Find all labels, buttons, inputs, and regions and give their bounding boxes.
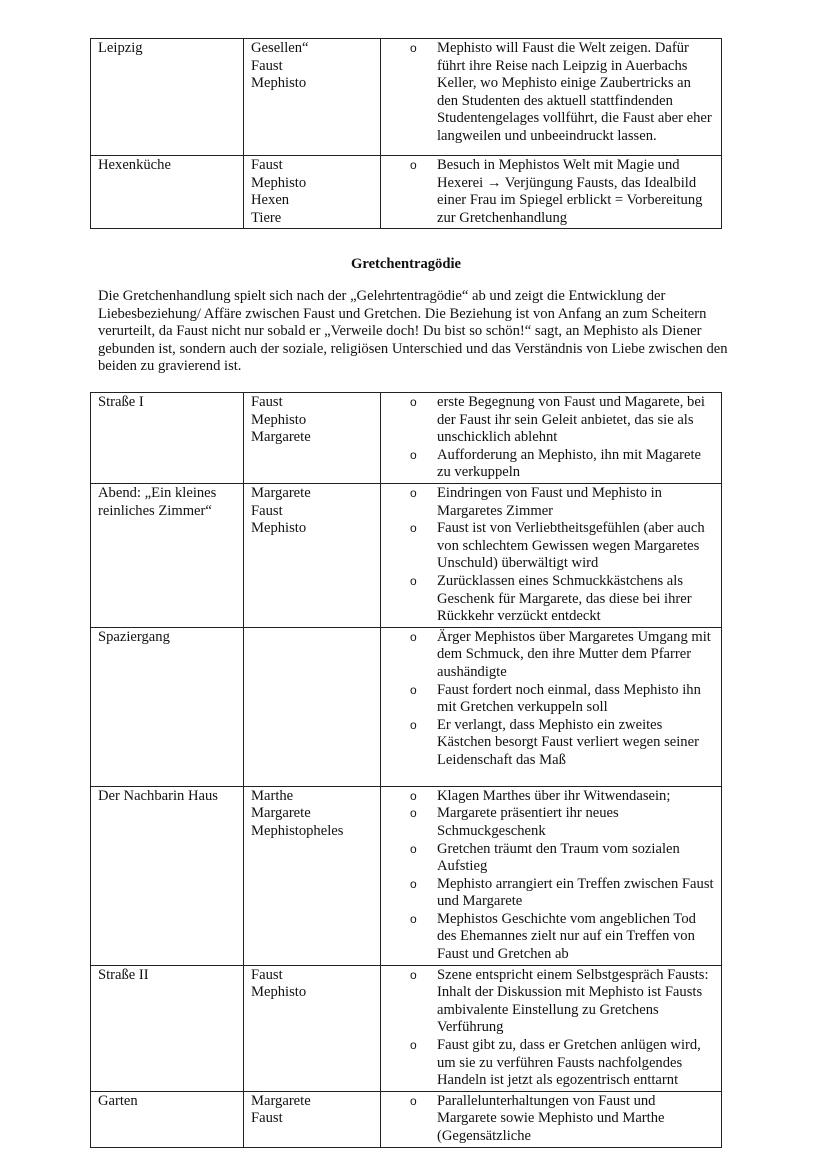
scene-cell: Straße I <box>91 393 244 484</box>
notes-cell <box>381 786 722 965</box>
notes-cell <box>381 483 722 627</box>
list-item: o Besuch in Mephistos Welt mit Magie und Hexerei → Verjüngung Fausts, das Idealbild einer Frau im Spiegel erblickt = Vorbereitung zur Gretchenhandlung <box>410 157 715 227</box>
notes-list <box>388 967 715 1090</box>
character-name: Faust <box>251 394 283 410</box>
character-name: Margarete <box>251 429 311 446</box>
list-item: o Szene entspricht einem Selbstgespräch Fausts: Inhalt der Diskussion mit Mephisto ist Fausts ambivalente Einstellung zu Gretchens Verführung <box>410 967 715 1037</box>
character-name: Mephisto <box>251 411 307 428</box>
list-item: o Margarete präsentiert ihr neues Schmuckgeschenk <box>410 805 715 840</box>
character-name: Faust <box>251 57 283 74</box>
character-name: Mephisto <box>251 520 307 537</box>
character-name: Mephistopheles <box>251 822 344 839</box>
characters-cell <box>244 627 381 786</box>
list-item: o Zurücklassen eines Schmuckkästchens als Geschenk für Margarete, das diese bei ihrer Rückkehr verzückt entdeckt <box>410 573 715 626</box>
section-title: Gretchentragödie <box>351 256 461 272</box>
list-item: o Eindringen von Faust und Mephisto in Margaretes Zimmer <box>410 485 715 520</box>
list-item: o Ärger Mephistos über Margaretes Umgang mit dem Schmuck, den ihre Mutter dem Pfarrer aushändigte <box>410 629 715 682</box>
character-name: Faust <box>251 966 283 983</box>
notes-list <box>388 394 715 482</box>
scene-cell: Hexenküche <box>91 156 244 229</box>
list-item: o Faust fordert noch einmal, dass Mephisto ihn mit Gretchen verkuppeln soll <box>410 682 715 717</box>
character-name: Margarete <box>251 1092 311 1109</box>
character-name: Hexen <box>251 192 290 209</box>
scene-cell: Garten <box>91 1091 244 1147</box>
character-name: Mephisto <box>251 174 307 191</box>
scene-cell: Spaziergang <box>91 627 244 786</box>
list-item: o Aufforderung an Mephisto, ihn mit Magarete zu verkuppeln <box>410 447 715 482</box>
character-name: Faust <box>251 157 283 173</box>
characters-cell <box>244 39 381 156</box>
list-item: o Faust gibt zu, dass er Gretchen anlügen wird, um sie zu verführen Fausts nachfolgendes Handeln ist jetzt als egozentrisch enttarnt <box>410 1037 715 1090</box>
table-row <box>91 156 722 229</box>
characters-cell <box>244 393 381 484</box>
scene-cell: Abend: „Ein kleines reinliches Zimmer“ <box>91 483 244 627</box>
notes-list <box>388 788 715 964</box>
character-name: Mephisto <box>251 75 307 92</box>
notes-cell <box>381 39 722 156</box>
list-item: o Mephisto will Faust die Welt zeigen. Dafür führt ihre Reise nach Leipzig in Auerbachs Keller, wo Mephisto einige Zaubertricks an den Studenten des aktuell stattfindenden Studentengelages vollführt, die Faust aber eher langweilen und unbeeindruckt lassen. <box>410 40 715 146</box>
characters-cell <box>244 965 381 1091</box>
list-item: o Klagen Marthes über ihr Witwendasein; <box>410 788 715 806</box>
table-row <box>91 483 722 627</box>
table-row <box>91 627 722 786</box>
scene-cell: Der Nachbarin Haus <box>91 786 244 965</box>
scene-cell: Leipzig <box>91 39 244 156</box>
list-item: o erste Begegnung von Faust und Magarete, bei der Faust ihr sein Geleit anbietet, das sie als unschicklich ablehnt <box>410 394 715 447</box>
character-name: Faust <box>251 1110 283 1127</box>
notes-cell <box>381 156 722 229</box>
notes-cell <box>381 627 722 786</box>
notes-list <box>388 629 715 770</box>
list-item: o Parallelunterhaltungen von Faust und Margarete sowie Mephisto und Marthe (Gegensätzliche <box>410 1093 715 1146</box>
scene-table-main <box>90 392 722 1148</box>
table-row <box>91 393 722 484</box>
notes-list <box>388 485 715 626</box>
intro-paragraph: Die Gretchenhandlung spielt sich nach der „Gelehrtentragödie“ ab und zeigt die Entwicklung der Liebesbeziehung/ Affäre zwischen Faust und Gretchen. Die Beziehung ist von Anfang an zum Scheitern verurteilt, da Faust nicht nur sobald er „Verweile doch! Du bist so schön!“ sagt, an Mephisto als Diener gebunden ist, sondern auch der soziale, religiösen Unterschied und das Verständnis von Liebe zwischen den beiden zu gravierend ist. <box>98 288 728 375</box>
characters-cell <box>244 156 381 229</box>
list-item: o Faust ist von Verliebtheitsgefühlen (aber auch von schlechtem Gewissen wegen Margaretes Unschuld) überwältigt wird <box>410 520 715 573</box>
notes-list <box>388 1093 715 1146</box>
scene-cell: Straße II <box>91 965 244 1091</box>
character-name: Gesellen“ <box>251 40 309 56</box>
notes-list <box>388 40 715 146</box>
scene-table-top <box>90 38 722 229</box>
table-row <box>91 1091 722 1147</box>
character-name: Margarete <box>251 805 311 822</box>
characters-cell <box>244 483 381 627</box>
list-item: o Mephistos Geschichte vom angeblichen Tod des Ehemannes zielt nur auf ein Treffen von Faust und Gretchen ab <box>410 911 715 964</box>
notes-cell <box>381 1091 722 1147</box>
character-name: Margarete <box>251 484 311 501</box>
table-row <box>91 786 722 965</box>
characters-cell <box>244 1091 381 1147</box>
notes-list <box>388 157 715 227</box>
list-item: o Gretchen träumt den Traum vom sozialen Aufstieg <box>410 841 715 876</box>
character-name: Mephisto <box>251 984 307 1001</box>
character-name: Marthe <box>251 787 294 804</box>
characters-cell <box>244 786 381 965</box>
list-item: o Er verlangt, dass Mephisto ein zweites Kästchen besorgt Faust verliert wegen seiner Leidenschaft das Maß <box>410 717 715 770</box>
table-row <box>91 39 722 156</box>
character-name: Faust <box>251 502 283 519</box>
character-name: Tiere <box>251 209 282 226</box>
notes-cell <box>381 965 722 1091</box>
table-row <box>91 965 722 1091</box>
list-item: o Mephisto arrangiert ein Treffen zwischen Faust und Margarete <box>410 876 715 911</box>
notes-cell <box>381 393 722 484</box>
